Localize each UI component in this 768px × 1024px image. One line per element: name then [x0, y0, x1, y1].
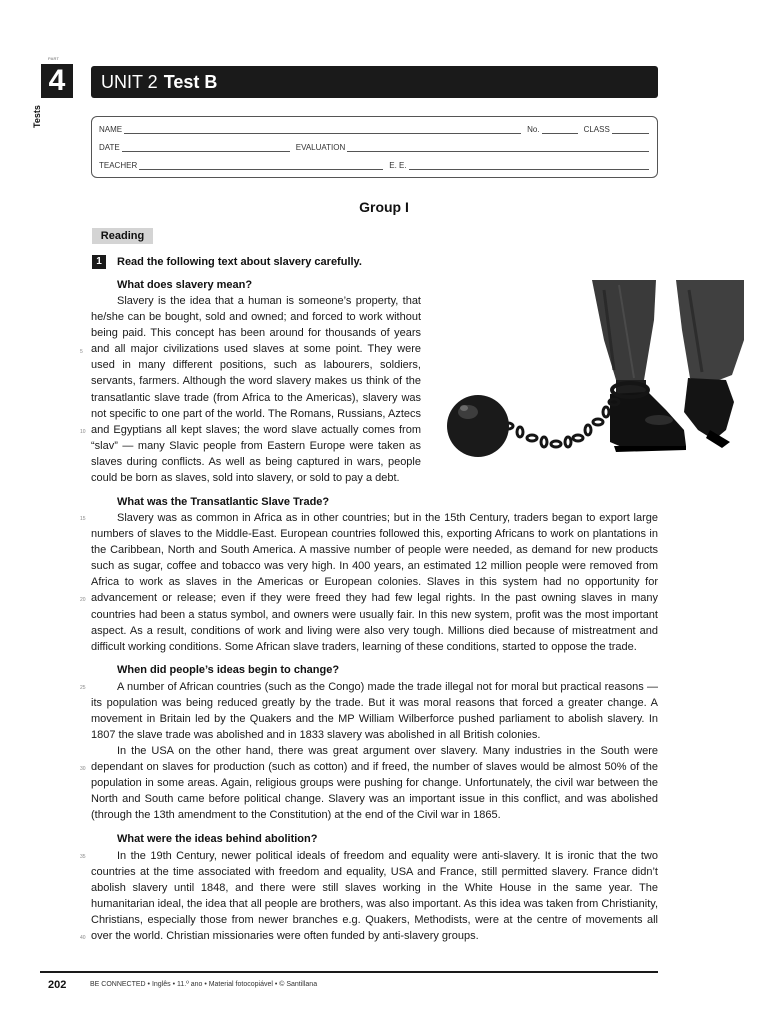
teacher-label: TEACHER: [99, 161, 138, 170]
section-paragraph-3b: In the USA on the other hand, there was great argument over slavery. Many industries in the South were dependant on slaves for production (such as cotton) and if freed, the number of slaves would be almost 50% of the population in some areas. Again, religious groups were pushing for change. Unfortunately, the civil war between the North and South came before political change. Slavery was an important issue in this conflict, and was abolished (through the 13th amendment to the Constitution) at the end of the Civil war in 1865.: [91, 745, 658, 822]
form-row-teacher: [99, 156, 649, 170]
part-number: 4: [41, 64, 73, 98]
line-number: 10: [80, 429, 86, 435]
line-number: 5: [80, 349, 83, 355]
name-label: NAME: [99, 125, 123, 134]
date-field[interactable]: [122, 143, 290, 152]
line-number: 20: [80, 597, 86, 603]
page-number: 202: [48, 979, 67, 991]
reading-badge: Reading: [92, 228, 153, 244]
section-paragraph-4: In the 19th Century, newer political ideals of freedom and equality were anti-slavery. It is ironic that the two countries at the time associated with freedom and equality, USA and France, still permitted slavery. France didn’t abolish slavery until 1848, and there were still slaves working in the White House in the same year. The humanitarian ideal, the idea that all people are brothers, was also important. As this idea was taken from Christianity, Christians, especially those from newer branches e.g. Quakers, Methodists, were at the centre of movements all over the world. Christian missionaries were often funded by anti-slavery groups.: [91, 850, 658, 943]
section-paragraph-2: Slavery was as common in Africa as in other countries; but in the 15th Century, traders began to export large numbers of slaves to the Middle-East. European countries followed this, exporting Africans to work on plantations in the Caribbean, North and South America. A massive number of people were needed, as demand for new products such as sugar, coffee and tobacco was very high. In 400 years, an estimated 12 million people were removed from Africa to work as slaves in the Americas or European colonies. Slaves in this system had no opportunity for advancement or release; even if they were freed they had few legal rights. In the past owning slaves in many countries had been a status symbol, and owners were usually fair. In this new system, profit was the most important aspect. As a result, conditions of work and living were also very tough. Millions died because of mistreatment and difficult working conditions. Some African slave traders, learning of these conditions, started to oppose the trade.: [91, 512, 658, 653]
no-field[interactable]: [542, 125, 578, 134]
test-label: Test B: [163, 72, 218, 92]
class-label: CLASS: [583, 125, 610, 134]
line-number: 40: [80, 935, 86, 941]
teacher-field[interactable]: [139, 161, 383, 170]
line-number: 25: [80, 685, 86, 691]
group-title: Group I: [359, 199, 409, 215]
date-label: DATE: [99, 143, 120, 152]
line-number: 30: [80, 766, 86, 772]
tests-label: Tests: [32, 105, 42, 128]
section-heading-2: What was the Transatlantic Slave Trade?: [117, 496, 330, 508]
evaluation-field[interactable]: [347, 143, 649, 152]
unit-label: UNIT 2: [101, 72, 158, 92]
part-label: PART: [48, 56, 60, 61]
form-row-date: [99, 138, 649, 152]
footer-rule: [40, 971, 658, 973]
class-field[interactable]: [612, 125, 649, 134]
exercise-instruction: Read the following text about slavery carefully.: [117, 256, 362, 268]
line-number: 15: [80, 516, 86, 522]
section-paragraph-3a: A number of African countries (such as the Congo) made the trade illegal not for moral but practical reasons — its population was being reduced greatly by the trade. But it was moral reasons that forced a greater change. A movement in Britain led by the Quakers and the MP William Wilberforce pushed parliament to abolish slavery. In 1807 the slave trade was abolished and in 1833 slavery was abolished in all British colonies.: [91, 681, 658, 742]
footer-credit: BE CONNECTED • Inglês • 11.º ano • Material fotocopiável • © Santillana: [90, 981, 318, 988]
section-paragraph-1: Slavery is the idea that a human is someone’s property, that he/she can be bought, sold and owned; and forced to work without being paid. This concept has been around for thousands of years and all major civilizations used slaves at some point. They were used in many different positions, such as labourers, soldiers, servants, farmers. Although the word slavery makes us think of the transatlantic slave trade (from Africa to the Americas), slavery was not specific to one part of the world. The Romans, Russians, Aztecs and Egyptians all kept slaves; the word slave actually comes from “slav” — many Slavic people from Eastern Europe were taken as slaves during conflicts. As well as being captured in wars, people could be born as slaves, sold into slavery, or sold to pay a debt.: [91, 295, 421, 485]
exercise-number: 1: [92, 255, 106, 269]
form-row-name: [99, 120, 649, 134]
header-bar: [91, 66, 658, 98]
section-heading-1: What does slavery mean?: [117, 279, 253, 291]
ee-field[interactable]: [409, 161, 649, 170]
line-number: 35: [80, 854, 86, 860]
ball-and-chain-image: [444, 280, 744, 480]
no-label: No.: [527, 125, 540, 134]
name-field[interactable]: [124, 125, 521, 134]
student-info-form: [91, 116, 658, 178]
section-heading-3: When did people’s ideas begin to change?: [117, 664, 340, 676]
section-heading-4: What were the ideas behind abolition?: [117, 833, 318, 845]
ee-label: E. E.: [389, 161, 407, 170]
evaluation-label: EVALUATION: [295, 143, 346, 152]
